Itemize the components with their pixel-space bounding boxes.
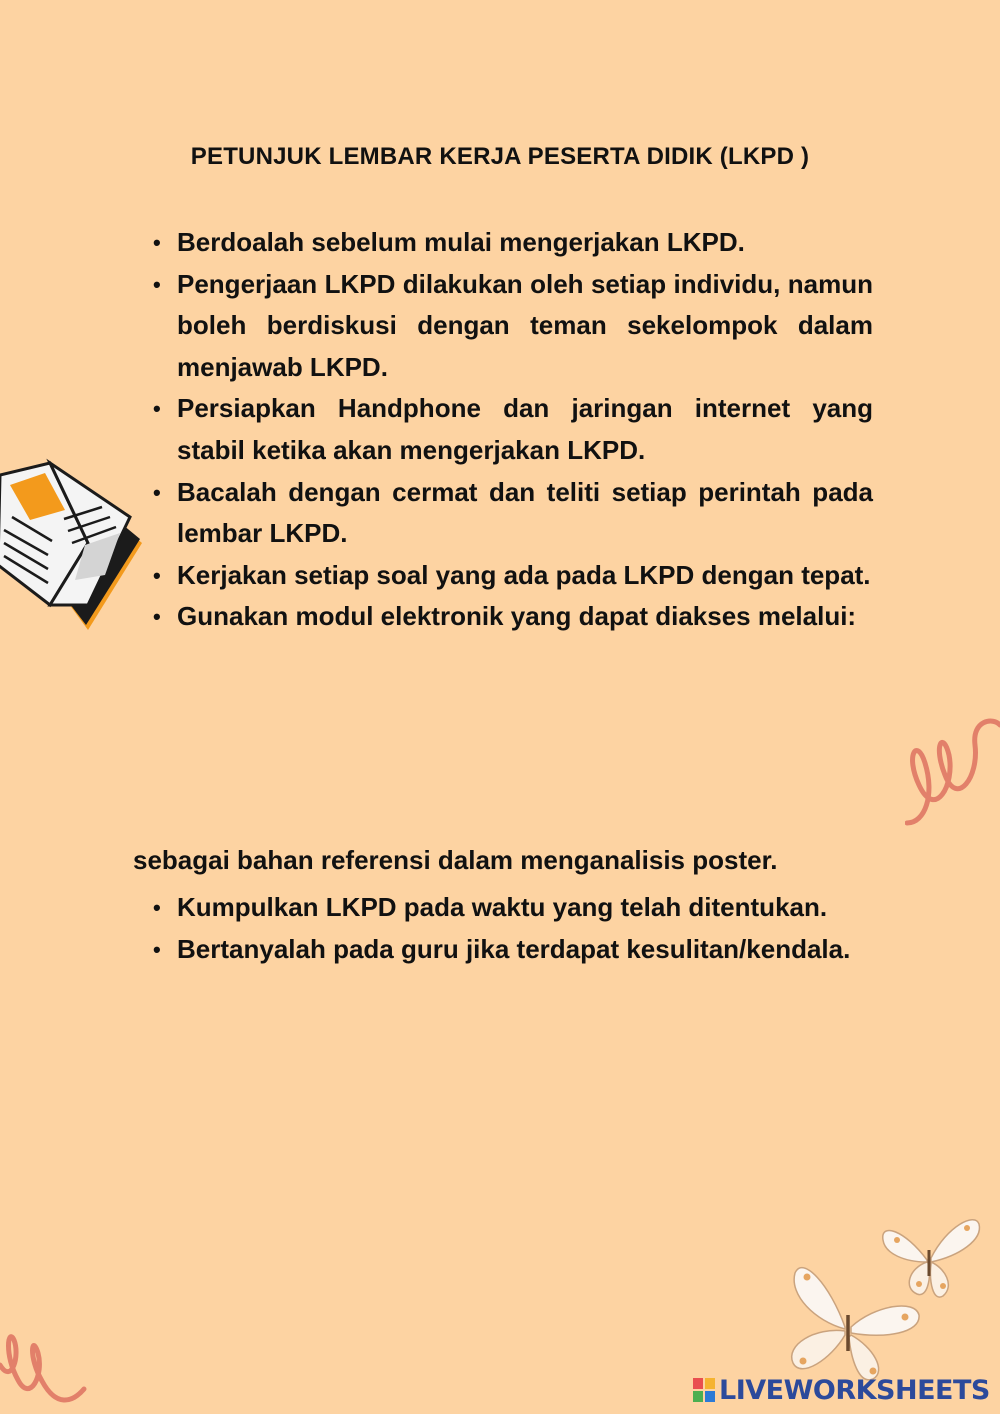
- list-item: • Persiapkan Handphone dan jaringan internet yang stabil ketika akan mengerjakan LKPD.: [177, 388, 873, 471]
- instruction-list: [177, 222, 873, 638]
- list-item: • Berdoalah sebelum mulai mengerjakan LKPD.: [177, 222, 873, 264]
- list-item: • Kumpulkan LKPD pada waktu yang telah ditentukan.: [177, 887, 873, 929]
- list-item: • Kerjakan setiap soal yang ada pada LKPD dengan tepat.: [177, 555, 873, 597]
- list-item: • Gunakan modul elektronik yang dapat diakses melalui:: [177, 596, 873, 638]
- swirl-decoration: [905, 715, 1000, 830]
- list-item: • Bertanyalah pada guru jika terdapat kesulitan/kendala.: [177, 929, 873, 971]
- open-book-icon: [0, 455, 150, 640]
- swirl-decoration: [0, 1325, 90, 1410]
- page-title: PETUNJUK LEMBAR KERJA PESERTA DIDIK (LKPD ): [190, 143, 810, 170]
- watermark-text: LIVEWORKSHEETS: [719, 1374, 990, 1406]
- butterfly-icon: [775, 1255, 925, 1385]
- list-item: • Bacalah dengan cermat dan teliti setiap perintah pada lembar LKPD.: [177, 472, 873, 555]
- list-item: • Pengerjaan LKPD dilakukan oleh setiap individu, namun boleh berdiskusi dengan teman sekelompok dalam menjawab LKPD.: [177, 264, 873, 389]
- liveworksheets-watermark: [693, 1372, 990, 1408]
- reference-text: sebagai bahan referensi dalam menganalisis poster.: [133, 845, 778, 875]
- instruction-list-continued: [177, 887, 873, 970]
- liveworksheets-logo-icon: [693, 1378, 715, 1402]
